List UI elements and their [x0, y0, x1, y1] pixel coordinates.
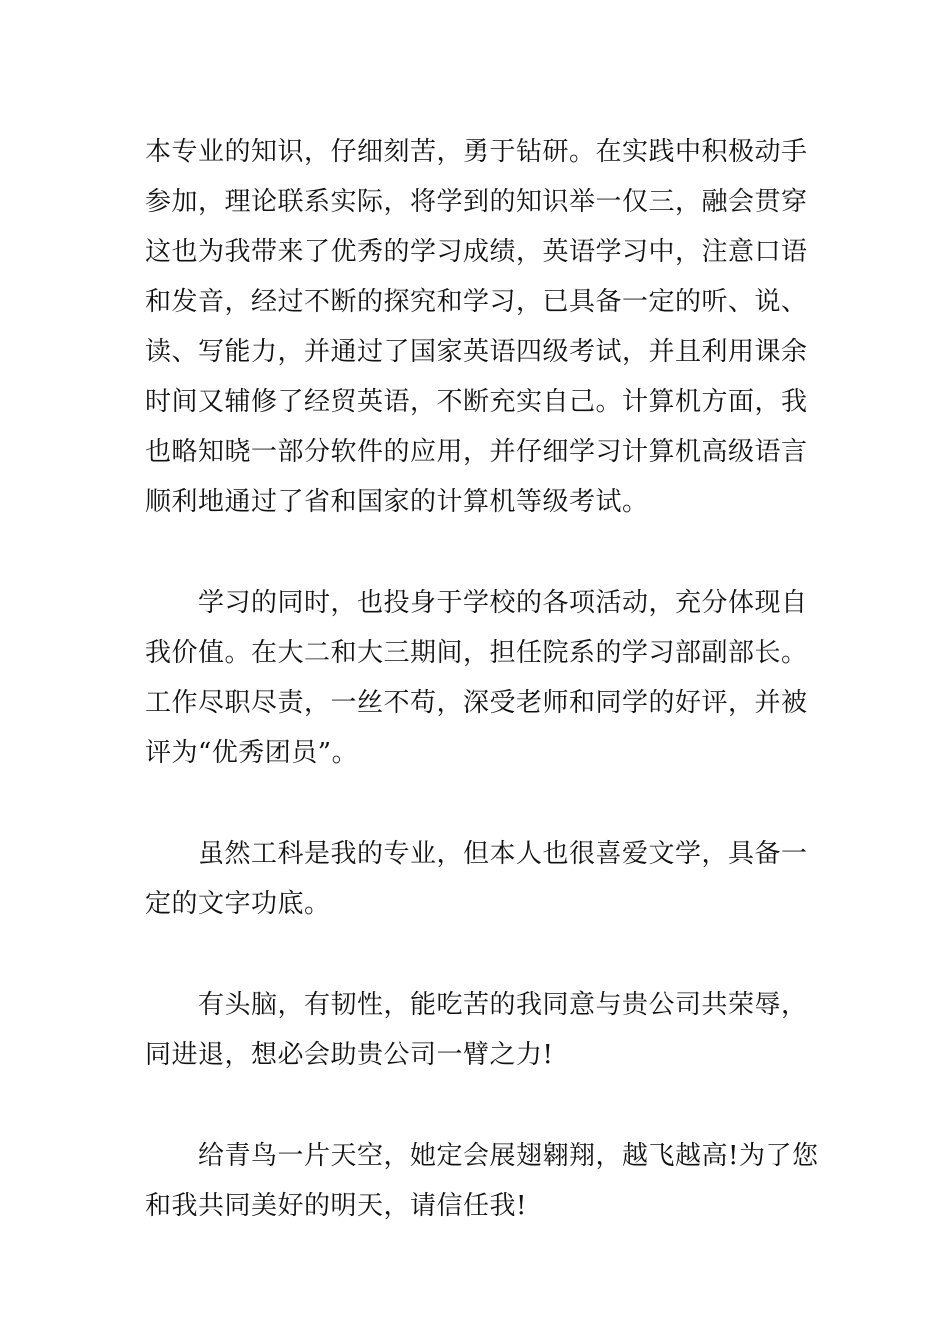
text-line: 顺利地通过了省和国家的计算机等级考试。 [145, 487, 649, 517]
text-line: 我价值。在大二和大三期间，担任院系的学习部副部长。 [145, 638, 808, 668]
text-line: 时间又辅修了经贸英语，不断充实自己。计算机方面，我 [145, 387, 808, 417]
text-line: 读、写能力，并通过了国家英语四级考试，并且利用课余 [145, 337, 808, 367]
text-line: 参加，理论联系实际，将学到的知识举一仅三，融会贯穿 [145, 187, 808, 217]
text-line: 同进退，想必会助贵公司一臂之力! [145, 1040, 554, 1070]
paragraph-4 [145, 980, 810, 1080]
text-line: 和发音，经过不断的探究和学习，已具备一定的听、说、 [145, 287, 808, 317]
text-line: 评为“优秀团员”。 [145, 738, 359, 768]
paragraph-5 [145, 1131, 819, 1231]
paragraph-1 [145, 127, 810, 527]
text-line: 也略知晓一部分软件的应用，并仔细学习计算机高级语言 [145, 437, 808, 467]
text-line: 定的文字功底。 [145, 889, 331, 919]
paragraph-2 [145, 578, 810, 778]
text-line: 这也为我带来了优秀的学习成绩，英语学习中，注意口语 [145, 237, 808, 267]
paragraph-spacer [145, 778, 810, 829]
paragraph-spacer [145, 527, 810, 578]
text-line: 工作尽职尽责，一丝不苟，深受老师和同学的好评，并被 [145, 688, 808, 718]
text-line: 虽然工科是我的专业，但本人也很喜爱文学，具备一 [198, 839, 808, 869]
paragraph-spacer [145, 929, 810, 980]
paragraph-3 [145, 829, 810, 929]
text-line: 本专业的知识，仔细刻苦，勇于钻研。在实践中积极动手 [145, 137, 808, 167]
text-line: 有头脑，有韧性，能吃苦的我同意与贵公司共荣辱， [198, 990, 808, 1020]
text-line: 和我共同美好的明天，请信任我! [145, 1191, 527, 1221]
paragraph-spacer [145, 1080, 810, 1131]
text-line: 学习的同时，也投身于学校的各项活动，充分体现自 [198, 588, 808, 618]
text-line: 给青鸟一片天空，她定会展翅翱翔，越飞越高!为了您 [198, 1141, 819, 1171]
document-body [145, 127, 819, 1231]
